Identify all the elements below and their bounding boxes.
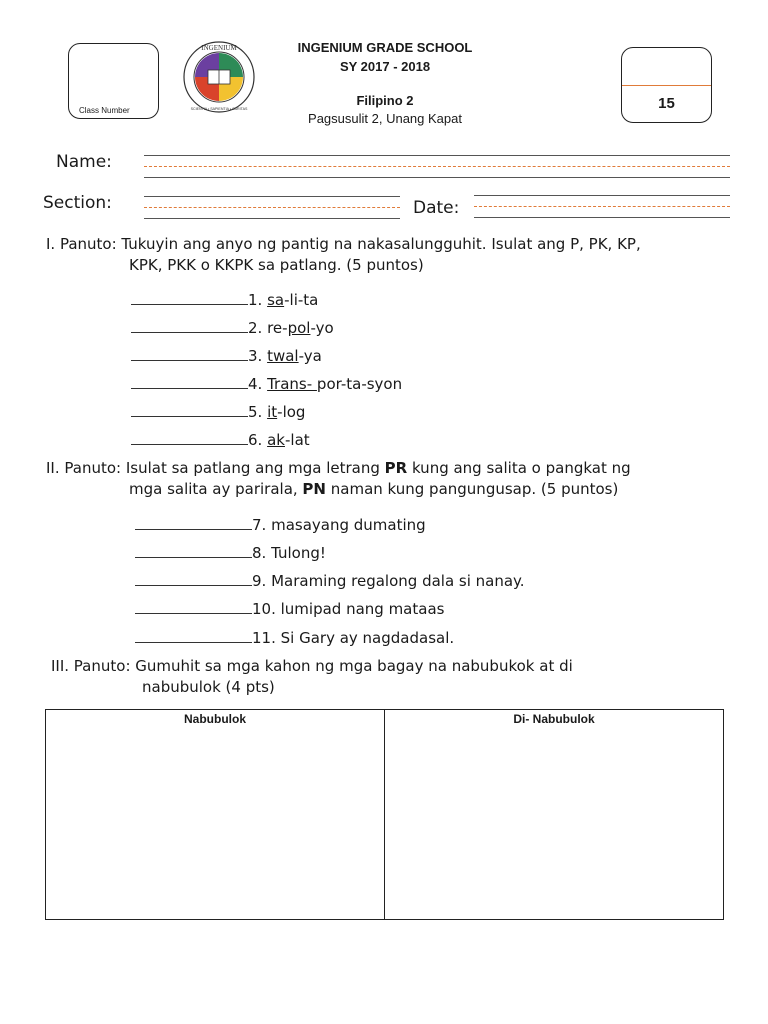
date-line-top — [474, 195, 730, 196]
section-label: Section: — [43, 193, 112, 213]
answer-blank-7[interactable] — [135, 514, 252, 530]
part3-instruction — [51, 656, 751, 698]
logo-text: INGENIUM — [201, 44, 237, 52]
part3-line2: nabubulok (4 pts) — [142, 678, 275, 696]
part1-item-6: 6. ak-lat — [131, 429, 310, 449]
subject: Filipino 2 — [356, 93, 414, 108]
part2-item-8: 8. Tulong! — [135, 542, 326, 562]
part2-line1: II. Panuto: Isulat sa patlang ang mga letrang PR kung ang salita o pangkat ng — [46, 459, 631, 477]
section-field[interactable] — [144, 218, 400, 219]
nabubulok-box[interactable] — [46, 710, 385, 920]
part1-item-4: 4. Trans- por-ta-syon — [131, 373, 402, 393]
school-logo — [182, 40, 256, 114]
name-line-top — [144, 155, 730, 156]
name-field[interactable] — [144, 177, 730, 178]
part2-line2: mga salita ay parirala, PN naman kung pangungusap. (5 puntos) — [129, 480, 619, 498]
answer-blank-8[interactable] — [135, 542, 252, 558]
part1-line2: KPK, PKK o KKPK sa patlang. (5 puntos) — [129, 256, 424, 274]
answer-blank-5[interactable] — [131, 401, 248, 417]
part2-item-9: 9. Maraming regalong dala si nanay. — [135, 570, 525, 590]
class-number-box[interactable] — [68, 43, 159, 119]
answer-blank-6[interactable] — [131, 429, 248, 445]
name-line-dots — [144, 166, 730, 167]
nabubulok-header: Nabubulok — [184, 712, 246, 726]
di-nabubulok-header: Di- Nabubulok — [513, 712, 595, 726]
school-year: SY 2017 - 2018 — [339, 59, 431, 74]
drawing-table — [45, 709, 724, 920]
answer-blank-11[interactable] — [135, 627, 252, 643]
part2-item-7: 7. masayang dumating — [135, 514, 426, 534]
part1-item-2: 2. re-pol-yo — [131, 317, 334, 337]
answer-blank-1[interactable] — [131, 289, 248, 305]
part3-line1: III. Panuto: Gumuhit sa mga kahon ng mga bagay na nabubukok at di — [51, 657, 573, 675]
date-label: Date: — [413, 198, 460, 218]
section-line-dots — [144, 207, 400, 208]
section-line-top — [144, 196, 400, 197]
answer-blank-2[interactable] — [131, 317, 248, 333]
logo-motto: SCIENTIA • SAPIENTIA • CARITAS — [190, 107, 248, 111]
score-box[interactable] — [621, 47, 712, 123]
score-divider — [622, 85, 711, 86]
test-title: Pagsusulit 2, Unang Kapat — [308, 111, 462, 126]
answer-blank-9[interactable] — [135, 570, 252, 586]
part1-item-5: 5. it-log — [131, 401, 305, 421]
answer-blank-3[interactable] — [131, 345, 248, 361]
answer-blank-10[interactable] — [135, 598, 252, 614]
class-number-label: Class Number — [79, 106, 130, 115]
name-label: Name: — [56, 152, 112, 172]
school-name: INGENIUM GRADE SCHOOL — [297, 40, 473, 55]
part2-item-11: 11. Si Gary ay nagdadasal. — [135, 627, 454, 647]
score-total: 15 — [658, 95, 675, 112]
part2-item-10: 10. lumipad nang mataas — [135, 598, 444, 618]
answer-blank-4[interactable] — [131, 373, 248, 389]
part1-line1: I. Panuto: Tukuyin ang anyo ng pantig na nakasalungguhit. Isulat ang P, PK, KP, — [46, 235, 641, 253]
part2-instruction — [46, 458, 746, 500]
di-nabubulok-box[interactable] — [385, 710, 724, 920]
date-field[interactable] — [474, 217, 730, 218]
part1-item-1: 1. sa-li-ta — [131, 289, 318, 309]
part1-instruction — [46, 234, 746, 276]
part1-item-3: 3. twal-ya — [131, 345, 322, 365]
date-line-dots — [474, 206, 730, 207]
